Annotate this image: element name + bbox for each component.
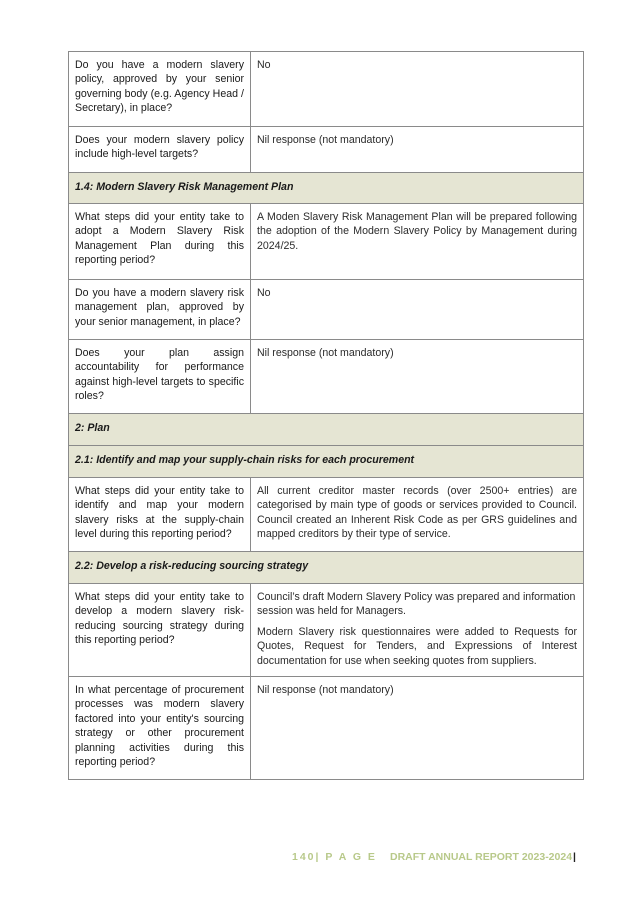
report-title: DRAFT ANNUAL REPORT 2023-2024 [390,851,573,863]
question-cell: What steps did your entity take to identify and map your modern slavery risks at the supply-chain level during this reporting period? [69,478,251,552]
page-number: 140 [292,851,316,863]
answer-text: No [257,59,271,71]
table-row [69,340,584,414]
answer-cell [251,280,584,340]
answer-text: Nil response (not mandatory) [257,134,394,146]
table-row [69,127,584,173]
answer-text: All current creditor master records (over 2500+ entries) are categorised by main type of goods or services provided to Council. Council created an Inherent Risk Code as per GRS guidelines and mapped creditors by their type of service. [257,485,577,541]
question-cell: Does your modern slavery policy include high-level targets? [69,127,251,173]
answer-text: Modern Slavery risk questionnaires were added to Requests for Quotes, Request for Tenders, and Expressions of Interest documentation for use when seeking quotes from suppliers. [257,625,577,667]
question-cell: Do you have a modern slavery risk management plan, approved by your senior management, in place? [69,280,251,340]
question-cell: What steps did your entity take to adopt a Modern Slavery Risk Management Plan during this reporting period? [69,204,251,280]
answer-text: Nil response (not mandatory) [257,347,394,359]
page-label: | P A G E [315,851,377,863]
answer-text: Council’s draft Modern Slavery Policy was prepared and information session was held for Managers. [257,591,576,618]
table-row [69,52,584,127]
table-row [69,478,584,552]
answer-cell [251,127,584,173]
section-title: 2.1: Identify and map your supply-chain risks for each procurement [69,446,584,478]
page-footer [0,851,637,867]
table-row [69,584,584,677]
modern-slavery-table [68,51,584,780]
question-cell: Do you have a modern slavery policy, approved by your senior governing body (e.g. Agency Head / Secretary), in place? [69,52,251,127]
question-cell: In what percentage of procurement processes was modern slavery factored into your entity's sourcing strategy or other procurement planning activities during this reporting period? [69,677,251,780]
section-header-row [69,446,584,478]
answer-text: Nil response (not mandatory) [257,684,394,696]
section-title: 2: Plan [69,414,584,446]
table-row [69,280,584,340]
question-cell: What steps did your entity take to develop a modern slavery risk-reducing sourcing strategy during this reporting period? [69,584,251,677]
section-header-row [69,173,584,204]
answer-cell [251,204,584,280]
answer-cell [251,584,584,677]
question-cell: Does your plan assign accountability for performance against high-level targets to specific roles? [69,340,251,414]
section-header-row [69,414,584,446]
section-header-row [69,552,584,584]
page-indicator [292,851,377,863]
section-title: 1.4: Modern Slavery Risk Management Plan [69,173,584,204]
table-row [69,204,584,280]
answer-text: No [257,287,271,299]
answer-cell [251,52,584,127]
answer-cell [251,677,584,780]
answer-cell [251,340,584,414]
table-row [69,677,584,780]
section-title: 2.2: Develop a risk-reducing sourcing strategy [69,552,584,584]
footer-separator: | [573,851,576,863]
answer-cell [251,478,584,552]
answer-text: A Moden Slavery Risk Management Plan will be prepared following the adoption of the Modern Slavery Policy by Management during 2024/25. [257,211,577,252]
